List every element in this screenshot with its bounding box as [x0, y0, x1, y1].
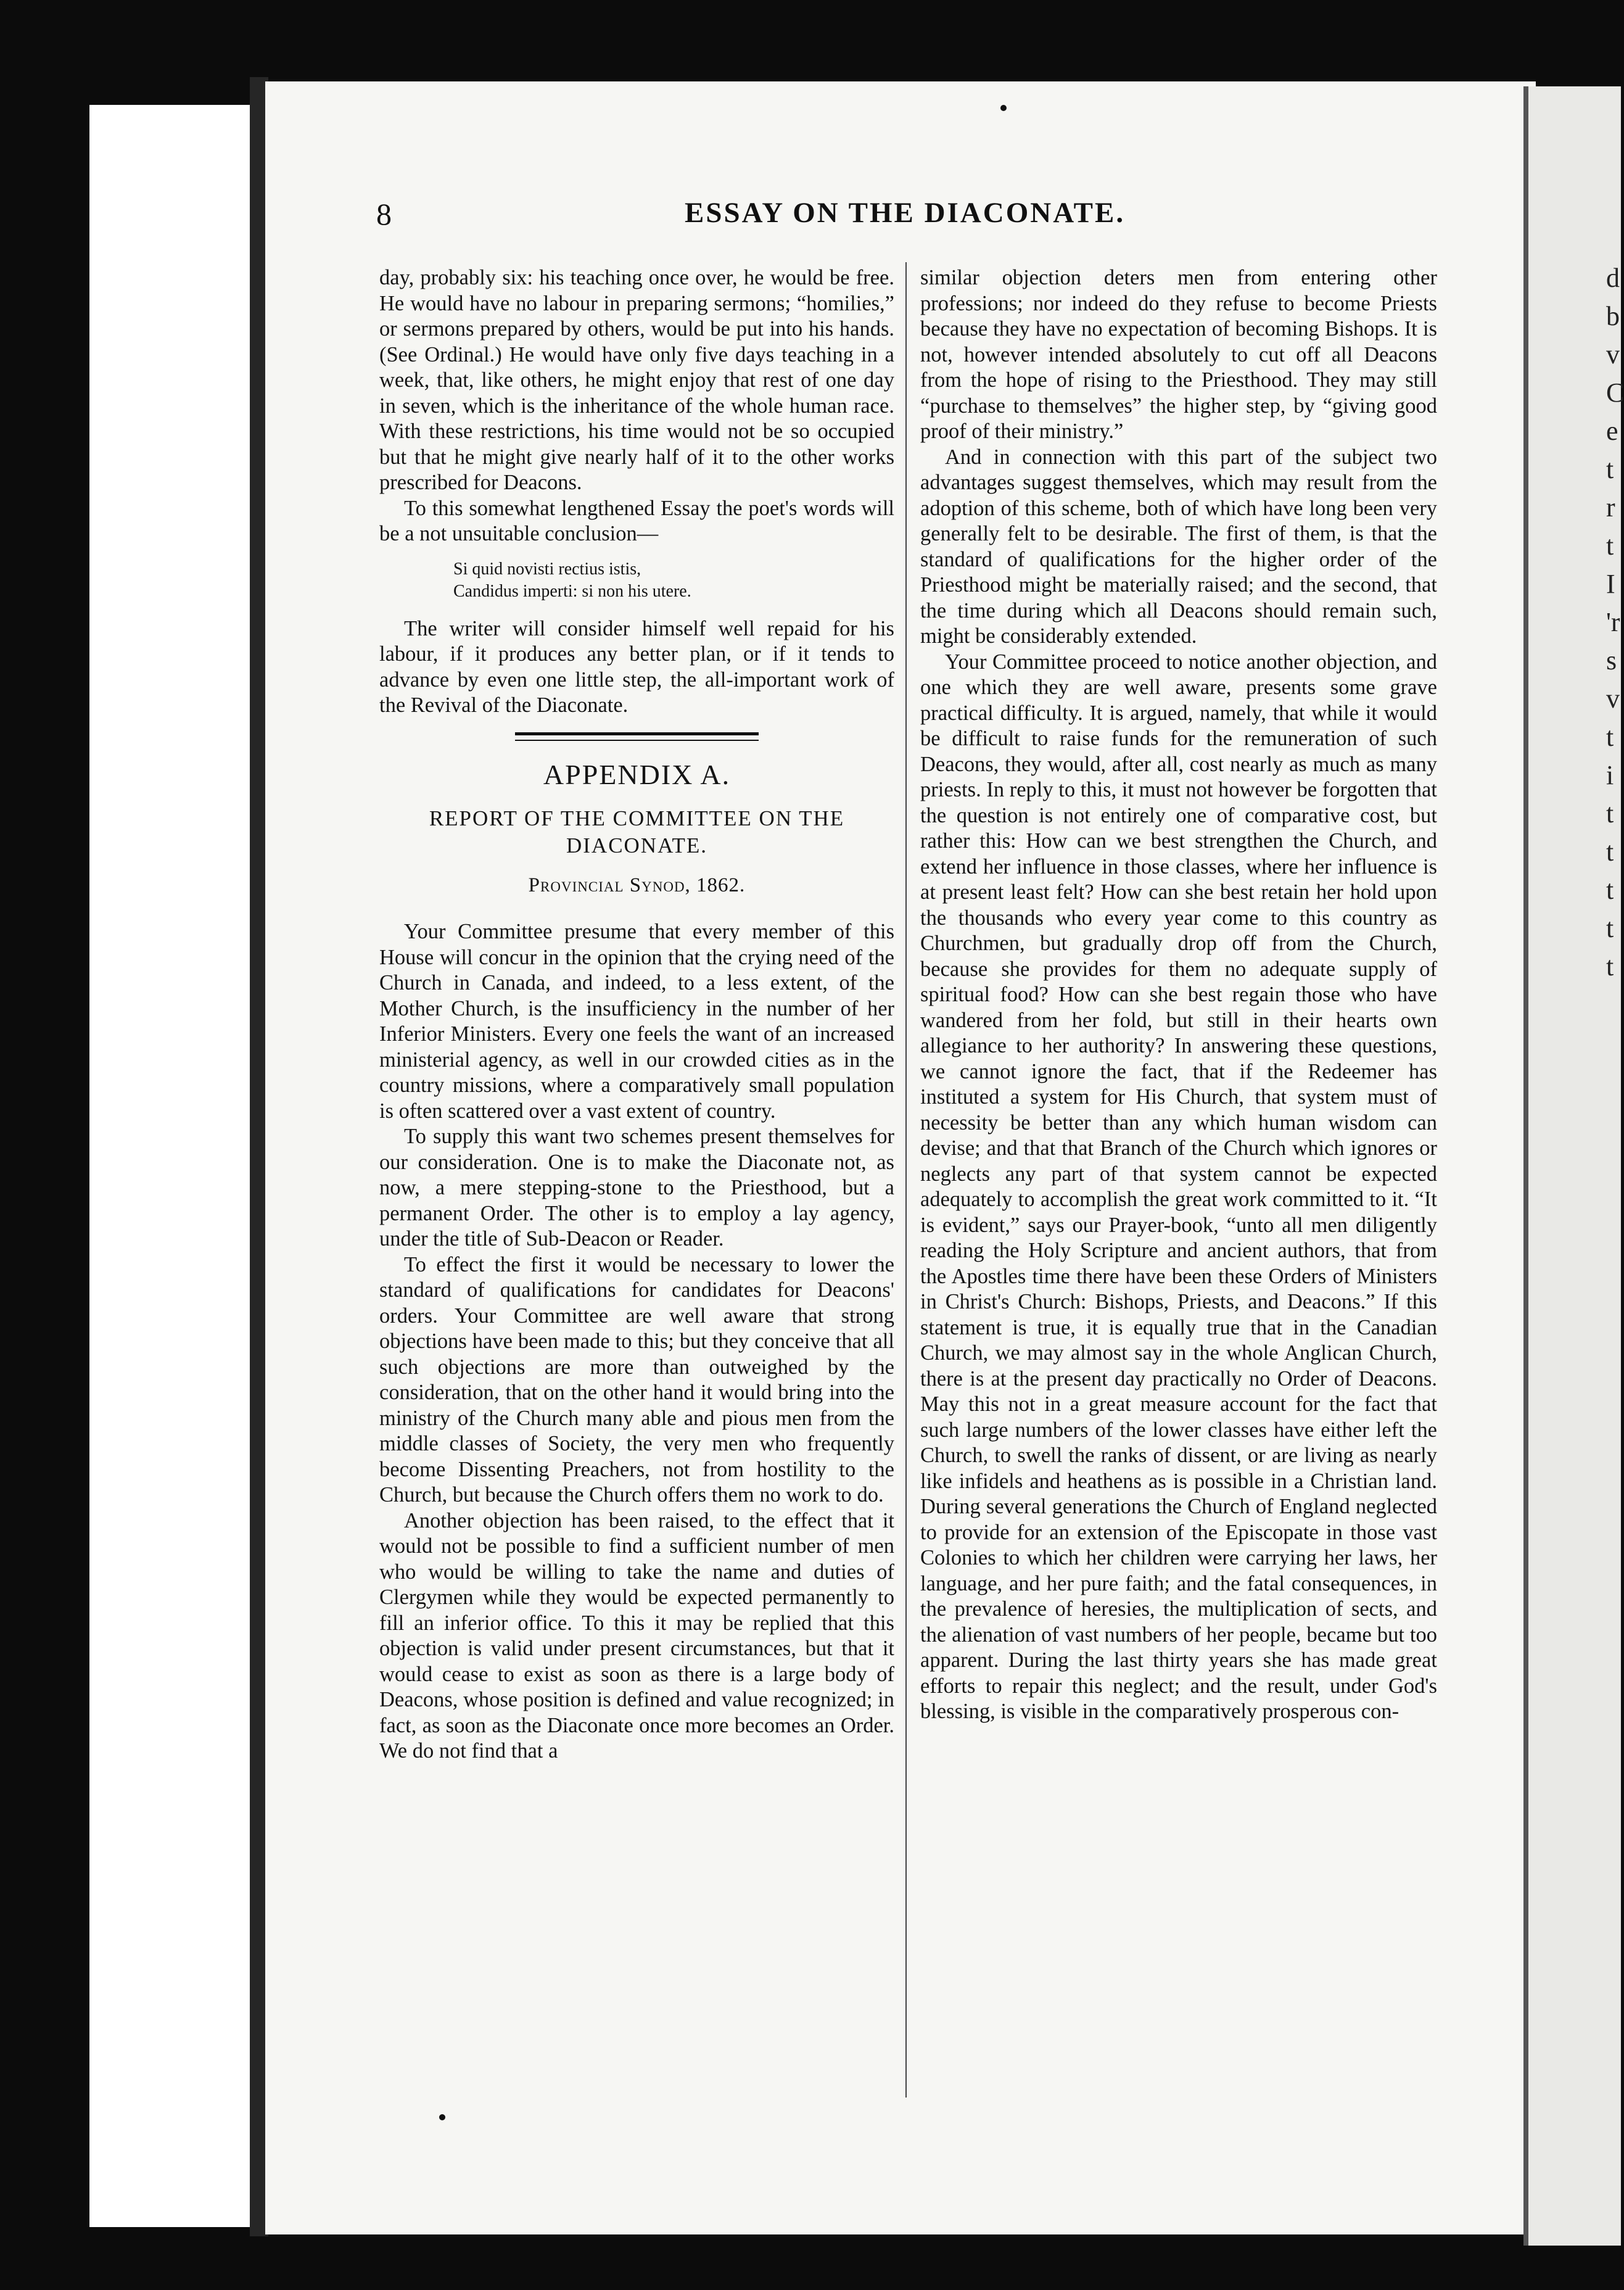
report-title-line: DIACONATE. [566, 833, 707, 858]
page-number: 8 [376, 197, 392, 231]
speck [1000, 105, 1007, 111]
synod-subtitle: Provincial Synod, 1862. [528, 874, 746, 896]
verse-line: Candidus imperti: si non his utere. [453, 581, 691, 601]
report-title-line: REPORT OF THE COMMITTEE ON THE [429, 806, 845, 830]
column-divider [905, 262, 907, 2098]
running-head: ESSAY ON THE DIACONATE. [685, 197, 1126, 229]
left-column [379, 265, 894, 1764]
paragraph: To this somewhat lengthened Essay the poet's words will be a not unsuitable conclusion— [379, 496, 894, 545]
right-column [920, 265, 1437, 1725]
latin-verse [453, 558, 894, 603]
paragraph: Your Committee proceed to notice another objection, and one which they are well aware, presents some grave practical difficulty. It is argued, namely, that while it would be difficult to raise funds for the remuneration of such Deacons, they would, after all, cost nearly as much as many priests. In reply to this, it must not however be forgotten that the question is not entirely one of comparative cost, but rather this: How can we best strengthen the Church, and extend her influence in those classes, where her influence is at present least felt? How can she best retain her hold upon the thousands who every year come to this country as Churchmen, but gradually drop off from the Church, because she provides for them no adequate supply of spiritual food? How can she best regain those who have wandered from her fold, but still in their hearts own allegiance to her authority? In answering these questions, we cannot ignore the fact, that if the Redeemer has instituted a system for His Church, that system must of necessity be better than any which human wisdom can devise; and that that Branch of the Church which ignores or neglects any part of that system cannot be expected adequately to accomplish the great work committed to it. “It is evident,” says our Prayer-book, “unto all men diligently reading the Holy Scripture and ancient authors, that from the Apostles time there have been these Orders of Ministers in Christ's Church: Bishops, Priests, and Deacons.” If this statement is true, it is equally true that in the Canadian Church, we may almost say in the whole Anglican Church, there is at the present day practically no Order of Deacons. May this not in a great measure account for the fact that such large numbers of the lower classes have either left the Church, to swell the ranks of dissent, or are living as nearly like infidels and heathens as is possible in a Christian land. During several generations the Church of England neglected to provide for an extension of the Episcopate in those vast Colonies to which her children were carrying her laws, her language, and her pure faith; and the fatal consequences, in the prevalence of heresies, the multiplication of sects, and the alienation of vast numbers of her people, became but too apparent. During the last thirty years she has made great efforts to repair this neglect; and the result, under God's blessing, is visible in the comparatively prosperous con- [920, 650, 1437, 1723]
page-header [376, 196, 1437, 233]
speck [439, 2114, 445, 2120]
verse-line: Si quid novisti rectius istis, [453, 559, 641, 579]
section-rule [515, 732, 759, 741]
paragraph: To supply this want two schemes present themselves for our consideration. One is to make the Diaconate not, as now, a mere stepping-stone to the Priesthood, but a permanent Order. The other is to employ a lay agency, under the title of Sub-Deacon or Reader. [379, 1125, 894, 1250]
paragraph: The writer will consider himself well repaid for his labour, if it produces any better plan, or if it tends to advance by even one little step, the all-important work of the Revival of the Diaconate. [379, 616, 894, 717]
paragraph: To effect the first it would be necessary to lower the standard of qualifications for candidates for Deacons' orders. Your Committee are well aware that strong objections have been made to this; but they conceive that all such objections are more than outweighed by the consideration, that on the other hand it would bring into the ministry of the Church many able and pious men from the middle classes of Society, the very men who frequently become Dissenting Preachers, not from hostility to the Church, but because the Church offers them no work to do. [379, 1252, 894, 1507]
paragraph: similar objection deters men from entering other professions; nor indeed do they refuse to become Priests because they have no expectation of becoming Bishops. It is not, however intended absolutely to cut off all Deacons from the hope of rising to the Priesthood. They may still “purchase to themselves” the higher step, by “giving good proof of their ministry.” [920, 266, 1437, 443]
paragraph: Another objection has been raised, to the effect that it would not be possible to find a sufficient number of men who would be willing to take the name and duties of Clergymen while they would be expected permanently to fill an inferior office. To this it may be replied that this objection is valid under present circumstances, but that it would cease to exist as soon as there is a large body of Deacons, whose position is defined and value recognized; in fact, as soon as the Diaconate once more becomes an Order. We do not find that a [379, 1508, 894, 1763]
appendix-title: APPENDIX A. [543, 758, 731, 790]
adjacent-page-letters: d b v C e t r t I 'r s v t i t t t t t [1606, 263, 1624, 982]
paragraph: And in connection with this part of the subject two advantages suggest themselves, which may result from the adoption of this scheme, both of which have long been very generally felt to be desirable. The first of them, is that the standard of qualifications for the higher order of the Priesthood might be materially raised; and the second, that the time during which all Deacons should remain such, might be considerably extended. [920, 445, 1437, 648]
paragraph: day, probably six: his teaching once over, he would be free. He would have no labour in preparing sermons; “homilies,” or sermons prepared by others, would be put into his hands. (See Ordinal.) He would have only five days teaching in a week, that, like others, he might enjoy that rest of one day in seven, which is the inheritance of the whole human race. With these restrictions, his time would not be so occupied but that he might give nearly half of it to the other works prescribed for Deacons. [379, 266, 894, 494]
paragraph: Your Committee presume that every member of this House will concur in the opinion that the crying need of the Church in Canada, and indeed, to a less extent, of the Mother Church, is the insufficiency in the number of her Inferior Ministers. Every one feels the want of an increased ministerial agency, as well in our crowded cities as in the country missions, where a comparatively small population is often scattered over a vast extent of country. [379, 920, 894, 1123]
report-title [379, 805, 894, 859]
